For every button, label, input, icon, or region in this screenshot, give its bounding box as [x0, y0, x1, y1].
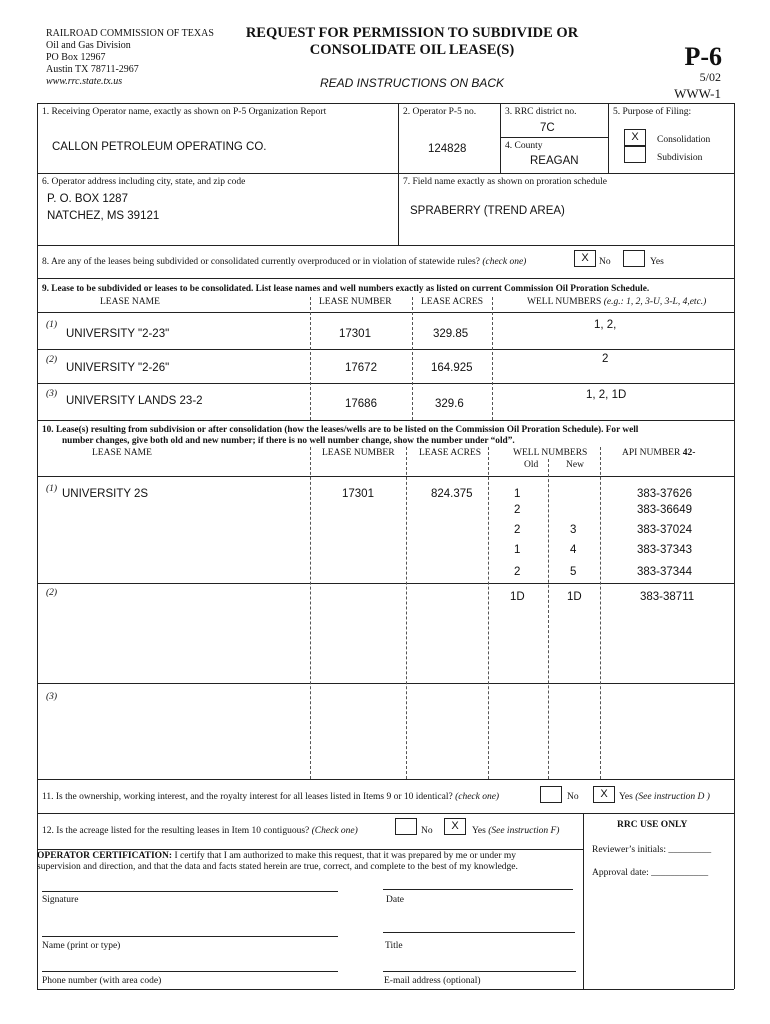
item10-col-old: Old — [524, 460, 539, 470]
item10-lease-name[interactable]: UNIVERSITY 2S — [62, 488, 149, 500]
item8-question — [42, 257, 526, 267]
item11-yes-label: Yes — [619, 792, 633, 802]
item12-no-checkbox[interactable] — [395, 818, 417, 835]
item10-heading-1: 10. Lease(s) resulting from subdivision or after consolidation (how the leases/wells are to be listed on the Commission Oil Proration Schedule). For well — [42, 425, 639, 435]
item9-divider-acres — [492, 297, 493, 420]
item10-well-new[interactable]: 4 — [570, 544, 577, 556]
grid-top-border — [37, 103, 734, 104]
item10-col-lease-acres: LEASE ACRES — [419, 448, 482, 458]
agency-address — [46, 28, 214, 88]
item9-row3-bottom — [37, 420, 734, 421]
address-label: 6. Operator address including city, state, and zip code — [42, 177, 246, 187]
item10-well-api[interactable]: 383-37344 — [637, 566, 692, 578]
item9-lease-number[interactable]: 17301 — [339, 328, 371, 340]
email-label[interactable]: E-mail address (optional) — [384, 976, 481, 986]
item9-col-well-numbers — [527, 297, 706, 307]
item10-col-api — [622, 448, 695, 458]
item10-well-api[interactable]: 383-37024 — [637, 524, 692, 536]
item12-bottom — [37, 849, 583, 850]
item10-lease-acres[interactable]: 824.375 — [431, 488, 473, 500]
address-line-1[interactable]: P. O. BOX 1287 — [47, 193, 128, 205]
item11-yes-note: (See instruction D ) — [635, 792, 710, 802]
item12-check-one: (Check one) — [311, 826, 358, 836]
title-line — [383, 932, 575, 933]
certification-line-1 — [37, 851, 516, 861]
phone-line — [42, 971, 338, 972]
item9-lease-acres[interactable]: 329.85 — [433, 328, 469, 340]
instructions-note: READ INSTRUCTIONS ON BACK — [319, 76, 505, 90]
item10-row-index: (2) — [46, 588, 58, 598]
subdivision-label: Subdivision — [657, 153, 703, 163]
grid-bottom-border — [37, 989, 734, 990]
item10-row3-bottom — [37, 779, 734, 780]
agency-division: Oil and Gas Division — [46, 40, 131, 51]
item10-well-old[interactable]: 1 — [514, 488, 521, 500]
item12-yes-note: (See instruction F) — [488, 826, 560, 836]
item9-header-bottom — [37, 312, 734, 313]
item10-row-index: (3) — [46, 692, 58, 702]
agency-city: Austin TX 78711-2967 — [46, 64, 139, 75]
item9-well-numbers[interactable]: 1, 2, 1D — [586, 389, 627, 401]
item10-col-well-numbers: WELL NUMBERS — [513, 448, 588, 458]
item10-well-new[interactable]: 3 — [570, 524, 577, 536]
agency-po-box: PO Box 12967 — [46, 52, 106, 63]
consolidation-checkbox[interactable]: X — [624, 129, 646, 146]
item9-col-lease-number: LEASE NUMBER — [319, 297, 392, 307]
item9-well-numbers[interactable]: 2 — [602, 353, 609, 365]
item11-yes-checkbox[interactable]: X — [593, 786, 615, 803]
item10-well-old[interactable]: 2 — [514, 504, 521, 516]
item9-lease-number[interactable]: 17672 — [345, 362, 377, 374]
item10-row-index: (1) — [46, 484, 58, 494]
item12-yes-checkbox[interactable]: X — [444, 818, 466, 835]
item10-col-lease-number: LEASE NUMBER — [322, 448, 395, 458]
item9-divider-name — [310, 297, 311, 420]
field-name-label: 7. Field name exactly as shown on proration schedule — [403, 177, 607, 187]
p5-number-value[interactable]: 124828 — [428, 143, 467, 155]
item9-lease-name[interactable]: UNIVERSITY "2-26" — [66, 362, 170, 374]
item10-well-new[interactable]: 5 — [570, 566, 577, 578]
item12-yes — [472, 826, 559, 836]
item10-row2-bottom — [37, 683, 734, 684]
form-version: WWW-1 — [674, 86, 721, 101]
item8-question-text: 8. Are any of the leases being subdivided or consolidated currently overproduced or in violation of statewide rules? — [42, 257, 480, 267]
email-line — [383, 971, 576, 972]
item9-row1-bottom — [37, 349, 734, 350]
col-divider-3-5 — [608, 103, 609, 173]
item9-col-lease-acres: LEASE ACRES — [421, 297, 484, 307]
item9-lease-name[interactable]: UNIVERSITY LANDS 23-2 — [66, 395, 203, 407]
item9-lease-acres[interactable]: 329.6 — [435, 398, 464, 410]
date-label[interactable]: Date — [386, 895, 404, 905]
title-line-2: CONSOLIDATE OIL LEASE(S) — [309, 42, 515, 58]
title-label[interactable]: Title — [385, 941, 403, 951]
grid-right-border — [734, 103, 735, 989]
item9-row-index: (3) — [46, 389, 58, 399]
item10-well-new[interactable]: 1D — [567, 591, 582, 603]
subdivision-checkbox[interactable] — [624, 146, 646, 163]
item10-divider-wells — [600, 447, 601, 779]
item11-bottom — [37, 813, 734, 814]
item10-col-api-prefix: 42- — [682, 448, 696, 458]
item10-header-bottom — [37, 476, 734, 477]
field-name-value[interactable]: SPRABERRY (TREND AREA) — [410, 205, 565, 217]
consolidation-label: Consolidation — [657, 135, 711, 145]
row2-bottom — [37, 245, 734, 246]
item9-lease-number[interactable]: 17686 — [345, 398, 377, 410]
address-line-2[interactable]: NATCHEZ, MS 39121 — [47, 210, 160, 222]
item10-col-api-title: API NUMBER — [622, 448, 681, 458]
item9-well-numbers[interactable]: 1, 2, — [594, 319, 617, 331]
item10-divider-acres — [488, 447, 489, 779]
operator-name-value[interactable]: CALLON PETROLEUM OPERATING CO. — [52, 141, 267, 153]
item10-col-new: New — [566, 460, 584, 470]
agency-name: RAILROAD COMMISSION OF TEXAS — [46, 28, 214, 39]
certification-text-2: supervision and direction, and that the data and facts stated herein are true, correct, and complete to the best of my knowledge. — [37, 862, 518, 872]
operator-name-label: 1. Receiving Operator name, exactly as shown on P-5 Organization Report — [42, 107, 327, 117]
district-label: 3. RRC district no. — [505, 107, 577, 117]
item8-no-checkbox[interactable]: X — [574, 250, 596, 267]
district-county-divider — [500, 137, 608, 138]
item8-no-label: No — [599, 257, 611, 267]
item9-heading: 9. Lease to be subdivided or leases to be consolidated. List lease names and well numbers exactly as listed on current Commission Oil Proration Schedule. — [42, 284, 650, 294]
item10-well-old[interactable]: 2 — [514, 524, 521, 536]
col-divider-2-3 — [500, 103, 501, 173]
item9-col-lease-name: LEASE NAME — [100, 297, 160, 307]
p5-number-label: 2. Operator P-5 no. — [403, 107, 477, 117]
certification-heading: OPERATOR CERTIFICATION: — [37, 851, 173, 861]
rrc-use-title: RRC USE ONLY — [617, 820, 688, 830]
item10-divider-name — [310, 447, 311, 779]
phone-label[interactable]: Phone number (with area code) — [42, 976, 162, 986]
form-date: 5/02 — [699, 70, 721, 84]
item9-col-well-example: (e.g.: 1, 2, 3-U, 3-L, 4,etc.) — [603, 297, 707, 307]
signature-label[interactable]: Signature — [42, 895, 79, 905]
item11-no-label: No — [567, 792, 579, 802]
item11-yes — [619, 792, 710, 802]
rrc-use-divider — [583, 813, 584, 989]
item9-lease-name[interactable]: UNIVERSITY "2-23" — [66, 328, 170, 340]
reviewer-initials[interactable]: Reviewer’s initials: _________ — [592, 845, 712, 855]
col-divider-1-2 — [398, 103, 399, 245]
county-label: 4. County — [505, 141, 543, 151]
item10-well-old[interactable]: 2 — [514, 566, 521, 578]
title-line-1: REQUEST FOR PERMISSION TO SUBDIVIDE OR — [245, 25, 579, 41]
item8-bottom — [37, 278, 734, 279]
item10-well-api[interactable]: 383-36649 — [637, 504, 692, 516]
item12-yes-label: Yes — [472, 826, 486, 836]
approval-date[interactable]: Approval date: ____________ — [592, 868, 709, 878]
certification-text-1: I certify that I am authorized to make this request, that it was prepared by me or under my — [174, 851, 517, 861]
item9-row-index: (1) — [46, 320, 58, 330]
name-line — [42, 936, 338, 937]
item10-lease-number[interactable]: 17301 — [342, 488, 374, 500]
item9-row-index: (2) — [46, 355, 58, 365]
date-line — [383, 889, 573, 890]
item10-well-api[interactable]: 383-38711 — [640, 591, 695, 603]
item8-check-one: (check one) — [482, 257, 527, 267]
item11-check-one: (check one) — [455, 792, 500, 802]
item8-yes-label: Yes — [650, 257, 664, 267]
item12-question — [42, 826, 358, 836]
form-number: P-6 — [684, 42, 722, 71]
item10-heading-2: number changes, give both old and new number; if there is no well number change, show the number under “old”. — [62, 436, 515, 446]
row1-bottom — [37, 173, 734, 174]
item10-well-old[interactable]: 1D — [510, 591, 525, 603]
form-title — [222, 25, 602, 59]
name-label[interactable]: Name (print or type) — [42, 941, 121, 951]
item10-divider-number — [406, 447, 407, 779]
agency-website: www.rrc.state.tx.us — [46, 76, 123, 87]
district-value[interactable]: 7C — [540, 122, 555, 134]
item10-well-api[interactable]: 383-37626 — [637, 488, 692, 500]
item12-no-label: No — [421, 826, 433, 836]
item10-row1-bottom — [37, 583, 734, 584]
item9-divider-number — [412, 297, 413, 420]
item10-well-api[interactable]: 383-37343 — [637, 544, 692, 556]
item9-col-well-title: WELL NUMBERS — [527, 297, 602, 307]
item11-question — [42, 792, 499, 802]
item8-yes-checkbox[interactable] — [623, 250, 645, 267]
item9-lease-acres[interactable]: 164.925 — [431, 362, 473, 374]
item12-question-text: 12. Is the acreage listed for the resulting leases in Item 10 contiguous? — [42, 826, 310, 836]
item9-row2-bottom — [37, 383, 734, 384]
item11-no-checkbox[interactable] — [540, 786, 562, 803]
purpose-label: 5. Purpose of Filing: — [613, 107, 692, 117]
item11-question-text: 11. Is the ownership, working interest, and the royalty interest for all leases listed in Items 9 or 10 identical? — [42, 792, 453, 802]
item10-divider-old-new — [548, 459, 549, 779]
item10-well-old[interactable]: 1 — [514, 544, 521, 556]
county-value[interactable]: REAGAN — [530, 155, 579, 167]
signature-line — [42, 891, 338, 892]
item10-col-lease-name: LEASE NAME — [92, 448, 152, 458]
